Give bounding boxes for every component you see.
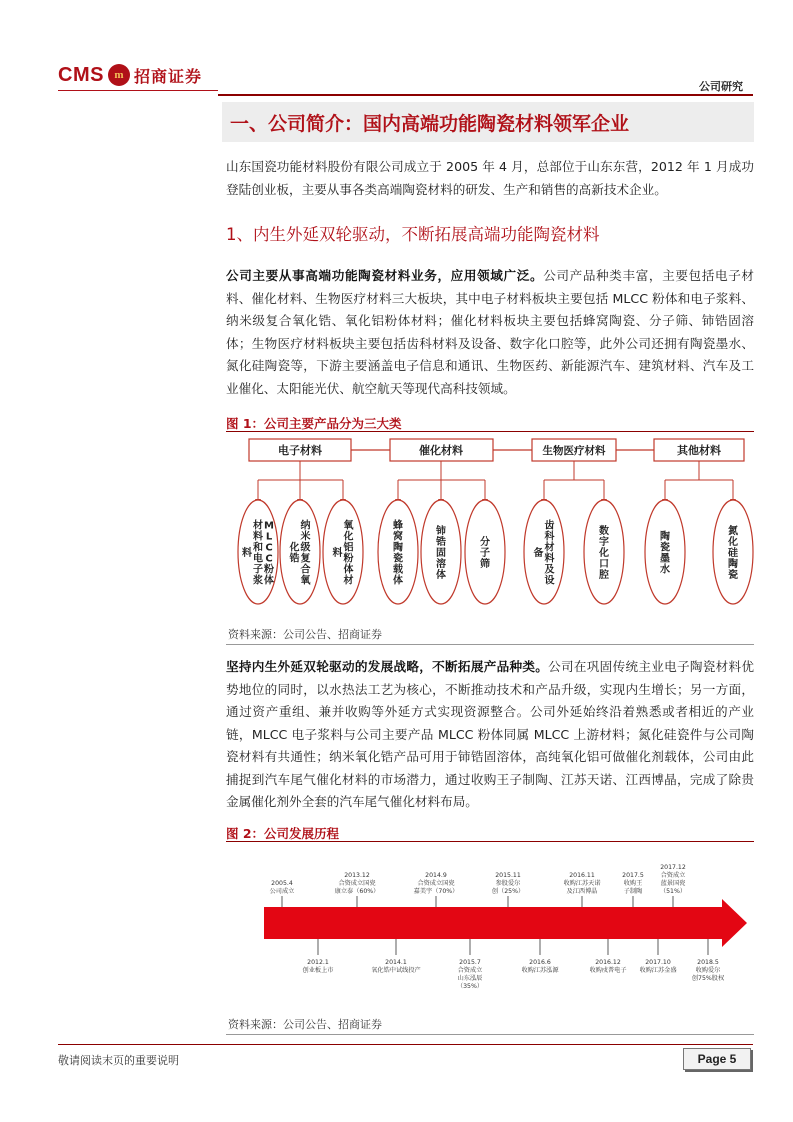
figure2-source: 资料来源：公司公告、招商证券 — [228, 1018, 382, 1031]
event-desc: 收购江苏金盛 — [639, 967, 677, 974]
category-box-other — [654, 439, 744, 461]
timeline-diagram — [0, 843, 793, 1013]
event-desc: 子制陶 — [623, 888, 643, 895]
leaf-label: 氧化铝粉体材料 — [332, 520, 354, 587]
figure2-top-rule — [226, 841, 754, 842]
section-banner — [222, 102, 754, 142]
leaf-label: M L C C 粉体材料和电子浆料 — [242, 520, 274, 587]
leaf-label: 数字化口腔 — [599, 526, 609, 581]
figure1-bottom-rule — [226, 644, 754, 645]
event-desc: 收购爱尔 — [695, 967, 721, 974]
section-title: 一、公司简介：国内高端功能陶瓷材料领军企业 — [230, 112, 630, 135]
leaf-node — [465, 500, 505, 604]
category-label: 其他材料 — [677, 444, 721, 457]
leaf-label: 铈锆固溶体 — [436, 526, 446, 581]
leaf-node — [238, 500, 278, 604]
event-year: 2016.11 — [569, 872, 595, 879]
leaf-label: 分子筛 — [480, 537, 490, 570]
event-desc: 合资成立国瓷 — [417, 880, 455, 887]
paragraph-strategy-body: 公司在巩固传统主业电子陶瓷材料优势地位的同时，以水热法工艺为核心，不断推动技术和产品升级，实现内生增长；另一方面，通过资产重组、兼并收购等外延方式实现资源整合。公司外延始终沿着熟悉或者相近的产业链，MLCC 电子浆料与公司主要产品 MLCC 粉体同属 MLCC 上游材料；氮化硅瓷件与公司陶瓷材料有共通性；纳米氧化锆产品可用于铈锆固溶体，高纯氧化铝可做催化剂载体，公司由此捕捉到汽车尾气催化材料的市场潜力，通过收购王子制陶、江苏天诺、江西博晶，完成了除贵金属催化剂外全套的汽车尾气催化材料布局。 — [226, 659, 755, 809]
event-desc: 参股爱尔 — [495, 880, 521, 887]
paragraph-products-body: 公司产品种类丰富，主要包括电子材料、催化材料、生物医疗材料三大板块，其中电子材料板块主要包括 MLCC 粉体和电子浆料、纳米级复合氧化锆、氧化铝粉体材料；催化材料板块主要包括蜂窝陶瓷、分子筛、铈锆固溶体；生物医疗材料板块主要包括齿科材料及设备、数字化口腔等，此外公司还拥有陶瓷墨水、氮化硅陶瓷等，下游主要涵盖电子信息和通讯、生物医药、新能源汽车、建筑材料、汽车及工业催化、太阳能光伏、航空航天等现代高科技领域。 — [226, 268, 755, 396]
intro-paragraph: 山东国瓷功能材料股份有限公司成立于 2005 年 4 月，总部位于山东东营，2012 年 1 月成功登陆创业板，主要从事各类高端陶瓷材料的研发、生产和销售的高新技术企业。 — [226, 159, 754, 197]
category-box-catalyst — [390, 439, 493, 461]
paragraph-products — [226, 265, 754, 400]
event-year: 2012.1 — [307, 959, 329, 966]
category-box-biomedical — [532, 439, 616, 461]
event-desc: 收购江苏泓源 — [521, 967, 559, 974]
leaf-node — [280, 500, 320, 604]
event-desc: 康立泰（60%） — [334, 888, 380, 895]
event-year: 2014.1 — [385, 959, 407, 966]
paragraph-strategy-lead: 坚持内生外延双轮驱动的发展战略，不断拓展产品种类。 — [226, 659, 549, 674]
leaf-node — [645, 500, 685, 604]
event-year: 2015.11 — [495, 872, 521, 879]
event-year: 2016.12 — [595, 959, 621, 966]
event-desc: （35%） — [456, 983, 484, 990]
leaf-node — [323, 500, 363, 604]
footer-rule — [58, 1044, 753, 1045]
event-year: 2014.9 — [425, 872, 447, 879]
event-desc: 收购江苏天诺 — [563, 880, 601, 887]
leaf-node — [584, 500, 624, 604]
logo-cn-text: 招商证券 — [133, 66, 202, 86]
event-year: 2015.7 — [459, 959, 481, 966]
figure1-title: 图 1：公司主要产品分为三大类 — [226, 416, 402, 431]
logo-emblem-icon: m — [108, 64, 130, 86]
event-desc: 氧化锆中试线投产 — [371, 967, 421, 974]
event-desc: 创业板上市 — [302, 967, 334, 974]
category-label: 催化材料 — [419, 444, 463, 457]
event-desc: 及江西博晶 — [566, 888, 598, 895]
event-desc: 收购王 — [623, 880, 643, 887]
logo-underline — [58, 90, 218, 91]
leaf-label: 蜂窝陶瓷载体 — [393, 520, 403, 587]
event-desc: 收购戍普电子 — [589, 967, 627, 974]
leaf-label: 陶瓷墨水 — [660, 531, 670, 576]
event-desc: 嘉美宇（70%） — [413, 888, 459, 895]
leaf-label: 纳米级复合氧化锆 — [289, 520, 311, 587]
event-year: 2017.5 — [622, 872, 644, 879]
event-desc: 蓝景国瓷 — [660, 880, 686, 887]
category-label: 生物医疗材料 — [542, 445, 606, 457]
header-rule — [218, 94, 753, 96]
event-year: 2017.12 — [660, 864, 686, 871]
page-number: Page 5 — [683, 1048, 751, 1070]
event-desc: 合资成立 — [660, 872, 686, 879]
product-tree-diagram — [0, 432, 793, 632]
event-year: 2005.4 — [271, 880, 293, 887]
leaf-node — [421, 500, 461, 604]
event-desc: 山东泓辰 — [457, 975, 483, 982]
event-desc: 合资成立 — [457, 967, 483, 974]
event-desc: 合资成立国瓷 — [338, 880, 376, 887]
event-year: 2013.12 — [344, 872, 370, 879]
branch-biomedical — [544, 461, 604, 502]
leaf-node — [713, 500, 753, 604]
event-desc: （51%） — [659, 888, 687, 895]
branch-electronic — [258, 461, 343, 502]
category-label: 电子材料 — [278, 444, 322, 457]
category-box-electronic — [249, 439, 351, 461]
subsection-title: 1、内生外延双轮驱动，不断拓展高端功能陶瓷材料 — [226, 225, 600, 244]
event-desc: 创（25%） — [491, 888, 525, 895]
event-year: 2017.10 — [645, 959, 671, 966]
footer-note: 敬请阅读末页的重要说明 — [58, 1054, 179, 1067]
branch-catalyst — [398, 461, 485, 502]
report-type: 公司研究 — [699, 80, 743, 93]
logo-text: CMS — [58, 63, 104, 86]
timeline-arrow — [264, 899, 747, 947]
paragraph-products-lead: 公司主要从事高端功能陶瓷材料业务，应用领域广泛。 — [226, 268, 544, 283]
leaf-label: 齿科材料及设备 — [533, 520, 555, 587]
event-desc: 公司成立 — [269, 888, 295, 895]
leaf-label: 氮化硅陶瓷 — [728, 526, 738, 581]
event-year: 2018.5 — [697, 959, 719, 966]
leaf-node — [524, 500, 564, 604]
leaf-node — [378, 500, 418, 604]
paragraph-strategy — [226, 656, 754, 814]
figure2-bottom-rule — [226, 1034, 754, 1035]
figure1-source: 资料来源：公司公告、招商证券 — [228, 628, 382, 641]
event-year: 2016.6 — [529, 959, 551, 966]
figure2-title: 图 2：公司发展历程 — [226, 826, 340, 841]
company-logo — [58, 62, 202, 88]
leaf-nodes — [238, 500, 753, 604]
event-desc: 创75%股权 — [691, 975, 725, 982]
branch-other — [665, 461, 733, 502]
